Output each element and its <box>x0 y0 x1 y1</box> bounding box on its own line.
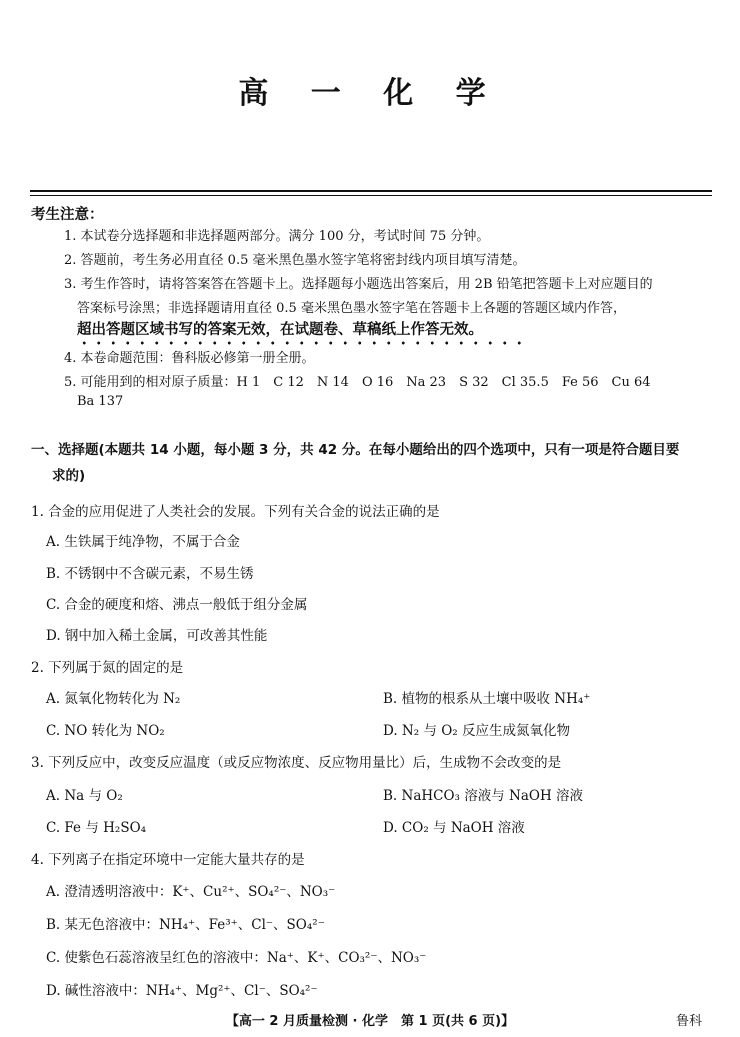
notice-item: 1. 本试卷分选择题和非选择题两部分。满分 100 分，考试时间 75 分钟。 <box>64 229 490 244</box>
option-b: B. 不锈钢中不含碳元素，不易生锈 <box>46 566 254 582</box>
notice-heading: 考生注意： <box>31 207 104 223</box>
section-heading: 一、选择题(本题共 14 小题，每小题 3 分，共 42 分。在每小题给出的四个选项中，只有一项是符合题目要 <box>31 442 680 458</box>
notice-item: 4. 本卷命题范围：鲁科版必修第一册全册。 <box>64 351 315 366</box>
question-stem: 4. 下列离子在指定环境中一定能大量共存的是 <box>31 852 305 868</box>
publisher-mark: 鲁科 <box>676 1014 703 1029</box>
notice-item-continued: Ba 137 <box>77 394 124 409</box>
option-a: A. 澄清透明溶液中：K⁺、Cu²⁺、SO₄²⁻、NO₃⁻ <box>46 884 336 900</box>
option-b: B. 某无色溶液中：NH₄⁺、Fe³⁺、Cl⁻、SO₄²⁻ <box>46 917 325 933</box>
option-d: D. 碱性溶液中：NH₄⁺、Mg²⁺、Cl⁻、SO₄²⁻ <box>46 983 318 999</box>
section-heading-continued: 求的) <box>52 468 86 484</box>
notice-item-continued: 答案标号涂黑；非选择题请用直径 0.5 毫米黑色墨水签字笔在答题卡上各题的答题区域内作答， <box>77 301 626 316</box>
option-a: A. 氮氧化物转化为 N₂ <box>46 691 181 707</box>
option-c: C. 合金的硬度和熔、沸点一般低于组分金属 <box>46 597 308 613</box>
option-d: D. N₂ 与 O₂ 反应生成氮氧化物 <box>383 723 571 739</box>
emphasis-dots <box>77 341 527 345</box>
option-c: C. Fe 与 H₂SO₄ <box>46 820 147 836</box>
notice-item: 3. 考生作答时，请将答案答在答题卡上。选择题每小题选出答案后，用 2B 铅笔把答题卡上对应题目的 <box>64 277 653 292</box>
header-divider-thin <box>30 195 712 196</box>
notice-item: 5. 可能用到的相对原子质量：H 1 C 12 N 14 O 16 Na 23 S 32 Cl 35.5 Fe 56 Cu 64 <box>64 375 651 390</box>
notice-emphasis: 超出答题区域书写的答案无效，在试题卷、草稿纸上作答无效。 <box>77 322 483 338</box>
option-c: C. NO 转化为 NO₂ <box>46 723 165 739</box>
question-stem: 3. 下列反应中，改变反应温度（或反应物浓度、反应物用量比）后，生成物不会改变的是 <box>31 755 562 771</box>
header-divider-thick <box>30 190 712 192</box>
option-d: D. CO₂ 与 NaOH 溶液 <box>383 820 525 836</box>
option-a: A. Na 与 O₂ <box>46 788 123 804</box>
option-c: C. 使紫色石蕊溶液呈红色的溶液中：Na⁺、K⁺、CO₃²⁻、NO₃⁻ <box>46 950 427 966</box>
question-stem: 1. 合金的应用促进了人类社会的发展。下列有关合金的说法正确的是 <box>31 504 440 520</box>
option-b: B. 植物的根系从土壤中吸收 NH₄⁺ <box>383 691 591 707</box>
page-title: 高 一 化 学 <box>238 76 502 111</box>
notice-item: 2. 答题前，考生务必用直径 0.5 毫米黑色墨水签字笔将密封线内项目填写清楚。 <box>64 253 526 268</box>
page-footer: 【高一 2 月质量检测 · 化学 第 1 页(共 6 页)】 <box>225 1014 515 1029</box>
question-stem: 2. 下列属于氮的固定的是 <box>31 660 184 676</box>
option-b: B. NaHCO₃ 溶液与 NaOH 溶液 <box>383 788 584 804</box>
option-d: D. 钢中加入稀土金属，可改善其性能 <box>46 628 268 644</box>
option-a: A. 生铁属于纯净物，不属于合金 <box>46 534 240 550</box>
